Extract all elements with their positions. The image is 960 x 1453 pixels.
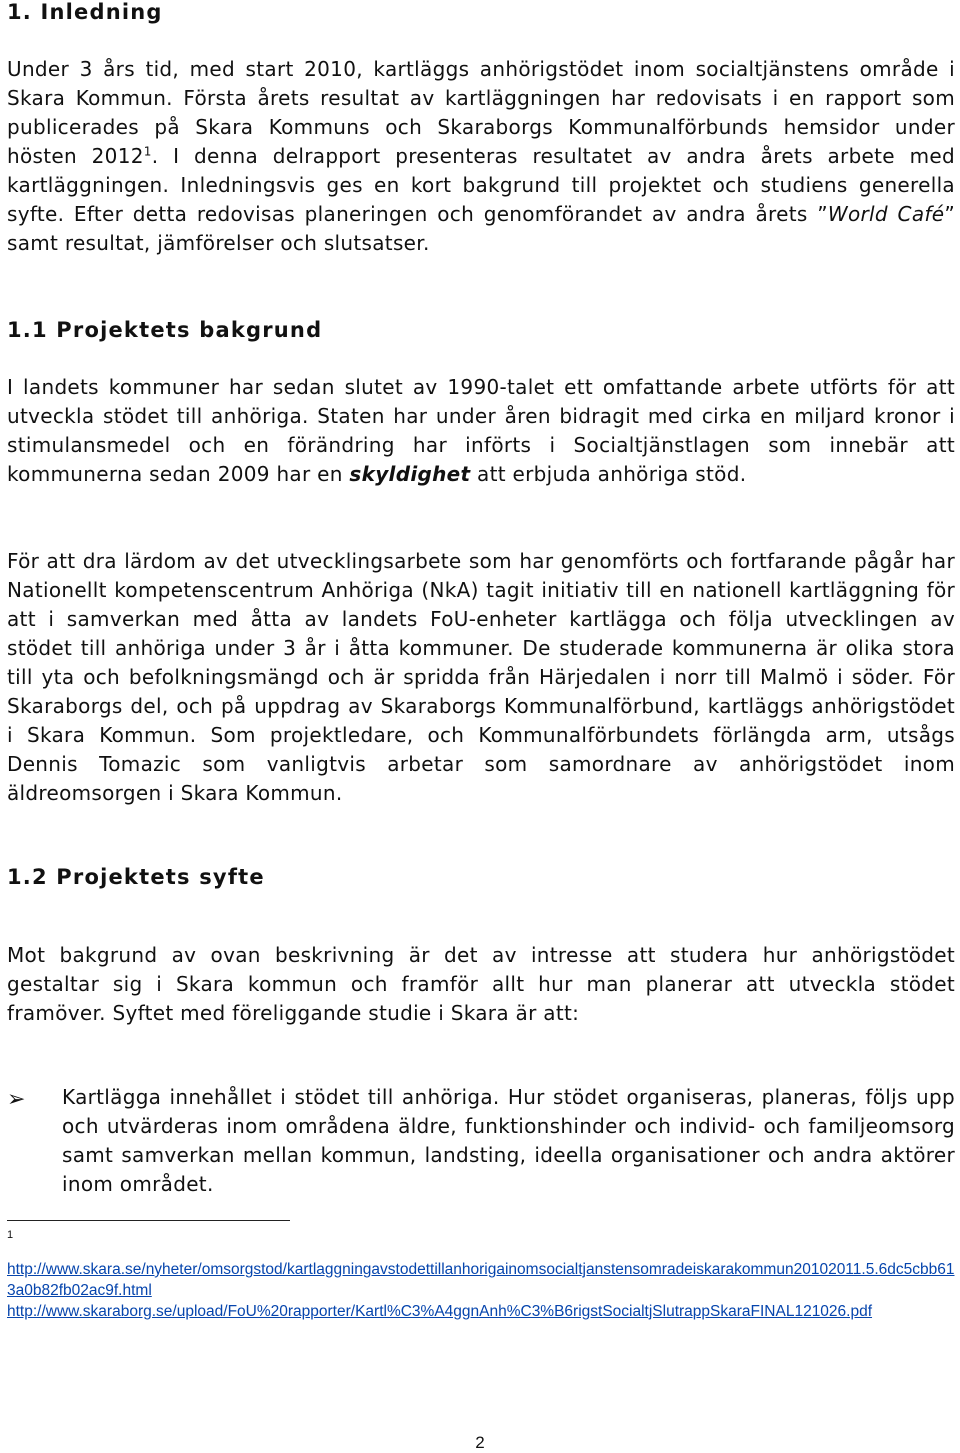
footnote-reference[interactable]: 1 <box>143 144 152 159</box>
intro-text-part1: Under 3 års tid, med start 2010, kartläggs anhörigstödet inom socialtjänstens område i Skara Kommun. Första årets resultat av kartläggningen har redovisats i en rapport som publicerades på Skara Kommuns och Skaraborgs Kommunalförbunds hemsidor under hösten 2012 <box>7 57 955 168</box>
footnote-separator <box>7 1220 290 1221</box>
skyldighet-emphasis: skyldighet <box>349 462 471 486</box>
syfte-text: Mot bakgrund av ovan beskrivning är det av intresse att studera hur anhörigstödet gestaltar sig i Skara kommun och framför allt hur man planerar att utveckla stödet framöver. Syftet med föreliggande studie i Skara är att: <box>7 943 955 1025</box>
page-number: 2 <box>475 1433 485 1452</box>
intro-text-part2: . I denna delrapport presenteras resultatet av andra årets arbete med kartläggningen. Inledningsvis ges en kort bakgrund till projektet och studiens generella syfte. Efter detta redovisas planeringen och genomförandet av andra årets ” <box>7 144 955 226</box>
syfte-paragraph <box>7 941 955 1028</box>
arrowhead-bullet-icon: ➢ <box>7 1087 26 1112</box>
footnote-number: 1 <box>7 1229 14 1241</box>
bakgrund-text-part1: I landets kommuner har sedan slutet av 1990-talet ett omfattande arbete utförts för att utveckla stödet till anhöriga. Staten har under åren bidragit med cirka en miljard kronor i stimulansmedel och en förändring har införts i Socialtjänstlagen som innebär att kommunerna sedan 2009 har en <box>7 375 955 486</box>
bakgrund-paragraph-1 <box>7 373 955 489</box>
bullet-text: Kartlägga innehållet i stödet till anhöriga. Hur stödet organiseras, planeras, följs upp och utvärderas inom områdena äldre, funktionshinder och individ- och familjeomsorg samt samverkan mellan kommun, landsting, ideella organisationer och andra aktörer inom området. <box>62 1085 955 1196</box>
footnote-links <box>7 1259 957 1322</box>
intro-paragraph <box>7 55 955 258</box>
bakgrund-text-2: För att dra lärdom av det utvecklingsarbete som har genomförts och fortfarande pågår har Nationellt kompetenscentrum Anhöriga (NkA) tagit initiativ till en nationell kartläggning för att i samverkan med åtta av landets FoU-enheter kartlägga och följa utvecklingen av stödet till anhöriga under 3 år i åtta kommuner. De studerade kommunerna är olika stora till yta och befolkningsmängd och är spridda från Härjedalen i norr till Malmö i söder. För Skaraborgs del, och på uppdrag av Skaraborgs Kommunalförbund, kartläggs anhörigstödet i Skara Kommun. Som projektledare, och Kommunalförbundets förlängda arm, utsågs Dennis Tomazic som vanligtvis arbetar som samordnare av anhörigstödet inom äldreomsorgen i Skara Kommun. <box>7 549 955 805</box>
section-heading-inledning: 1. Inledning <box>7 0 163 24</box>
section-heading-projektets-bakgrund: 1.1 Projektets bakgrund <box>7 318 323 342</box>
section-heading-projektets-syfte: 1.2 Projektets syfte <box>7 865 265 889</box>
footnote-link-skara[interactable]: http://www.skara.se/nyheter/omsorgstod/kartlaggningavstodettillanhorigainomsocialtjanstensomradeiskarakommun20102011.5.6dc5cbb613a0b82fb02ac9f.html <box>7 1261 955 1299</box>
bakgrund-text-part2: att erbjuda anhöriga stöd. <box>470 462 747 486</box>
intro-text-part3: ” samt resultat, jämförelser och slutsatser. <box>7 202 955 255</box>
world-cafe-italic: World Café <box>827 202 945 226</box>
bakgrund-paragraph-2 <box>7 547 955 808</box>
footnote-link-skaraborg[interactable]: http://www.skaraborg.se/upload/FoU%20rapporter/Kartl%C3%A4ggnAnh%C3%B6rigstSocialtjSlutrappSkaraFINAL121026.pdf <box>7 1303 873 1320</box>
syfte-bullet-item <box>7 1083 955 1199</box>
